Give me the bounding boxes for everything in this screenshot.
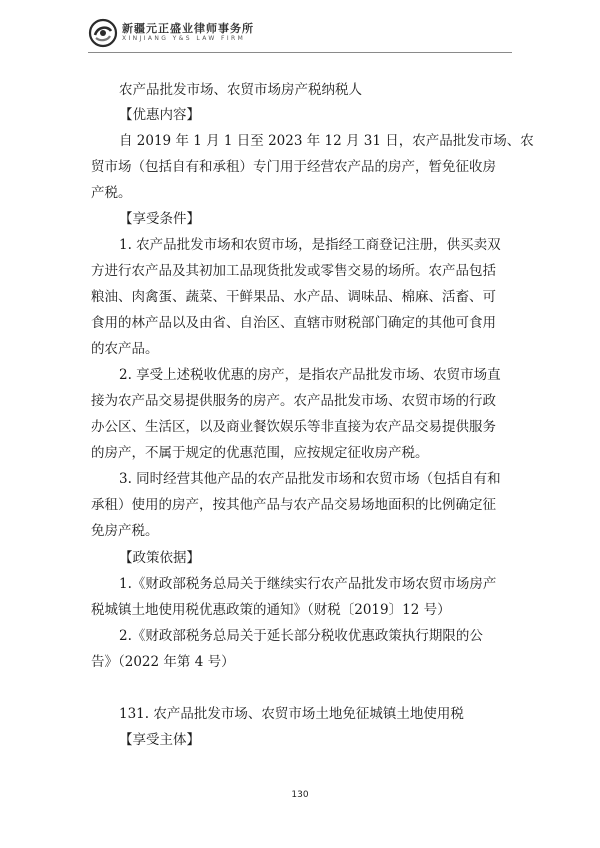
paragraph-line: 税城镇土地使用税优惠政策的通知》（财税〔2019〕12 号） [91, 602, 451, 618]
page-header [88, 18, 508, 52]
page-number: 130 [291, 790, 309, 800]
paragraph-line: 2.《财政部税务总局关于延长部分税收优惠政策执行期限的公 [119, 628, 483, 644]
paragraph-line: 接为农产品交易提供服务的房产。农产品批发市场、农贸市场的行政 [91, 393, 496, 409]
paragraph-line: 1. 农产品批发市场和农贸市场，是指经工商登记注册，供买卖双 [119, 237, 501, 253]
paragraph-line: 的农产品。 [91, 341, 159, 357]
paragraph-line: 3. 同时经营其他产品的农产品批发市场和农贸市场（包括自有和 [119, 471, 501, 487]
paragraph-line: 承租）使用的房产，按其他产品与农产品交易场地面积的比例确定征 [91, 497, 496, 513]
heading-conditions: 【享受条件】 [119, 211, 200, 227]
heading-policy-basis: 【政策依据】 [119, 550, 200, 566]
section-title: 131. 农产品批发市场、农贸市场土地免征城镇土地使用税 [119, 706, 464, 722]
heading-eligible-entities: 【享受主体】 [119, 732, 200, 748]
paragraph-line: 2. 享受上述税收优惠的房产，是指农产品批发市场、农贸市场直 [119, 367, 501, 383]
heading-benefit: 【优惠内容】 [119, 107, 200, 123]
firm-name-cn: 新疆元正盛业律师事务所 [122, 22, 254, 35]
firm-name-en: XINJIANG Y&S LAW FIRM [122, 35, 246, 42]
paragraph-line: 1.《财政部税务总局关于继续实行农产品批发市场农贸市场房产 [119, 576, 497, 592]
paragraph-line: 方进行农产品及其初加工品现货批发或零售交易的场所。农产品包括 [91, 263, 496, 279]
firm-logo-icon [88, 18, 118, 48]
section-title: 农产品批发市场、农贸市场房产税纳税人 [119, 82, 362, 98]
paragraph-line: 告》（2022 年第 4 号） [91, 654, 235, 670]
paragraph-line: 产税。 [91, 185, 132, 201]
paragraph-line: 自 2019 年 1 月 1 日至 2023 年 12 月 31 日，农产品批发市场、农 [119, 133, 534, 149]
header-divider [88, 52, 512, 53]
paragraph-line: 食用的林产品以及由省、自治区、直辖市财税部门确定的其他可食用 [91, 315, 496, 331]
paragraph-line: 贸市场（包括自有和承租）专门用于经营农产品的房产，暂免征收房 [91, 159, 496, 175]
paragraph-line: 的房产，不属于规定的优惠范围，应按规定征收房产税。 [91, 445, 429, 461]
paragraph-line: 免房产税。 [91, 523, 159, 539]
paragraph-line: 办公区、生活区，以及商业餐饮娱乐等非直接为农产品交易提供服务 [91, 419, 496, 435]
paragraph-line: 粮油、肉禽蛋、蔬菜、干鲜果品、水产品、调味品、棉麻、活畜、可 [91, 289, 496, 305]
